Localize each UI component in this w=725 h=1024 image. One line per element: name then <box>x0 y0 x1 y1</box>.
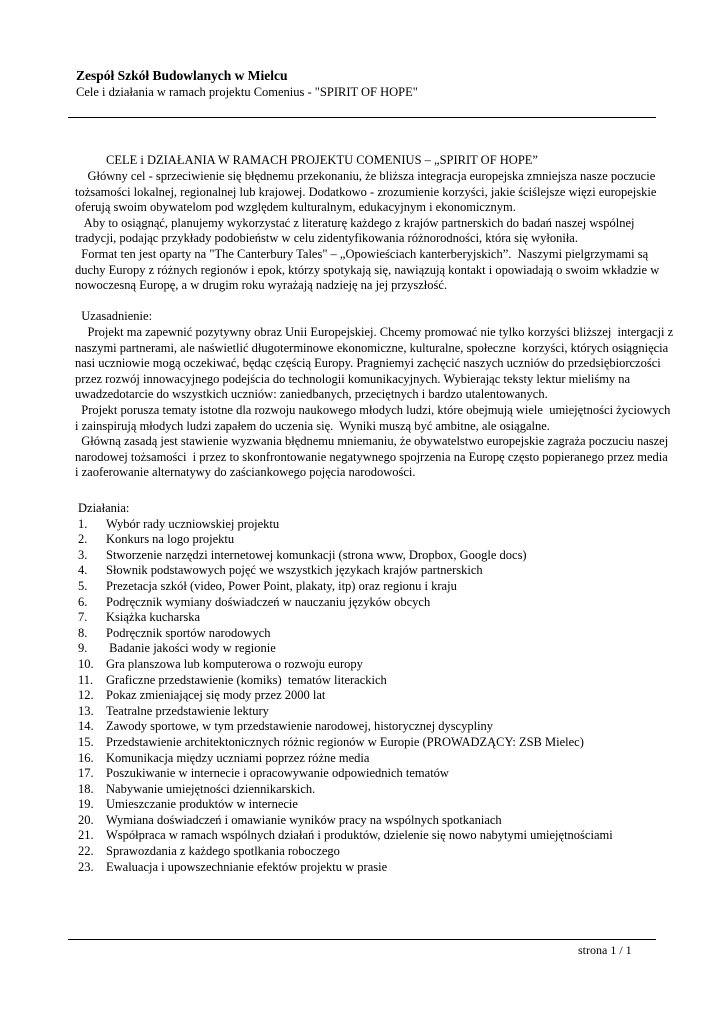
list-item <box>78 610 678 626</box>
list-item-number: 1. <box>78 516 88 531</box>
list-item-text: Badanie jakości wody w regionie <box>106 641 276 656</box>
list-item-number: 8. <box>78 625 88 640</box>
list-item-number: 20. <box>78 812 94 827</box>
list-item-number: 6. <box>78 594 88 609</box>
actions-list <box>78 501 678 875</box>
list-item-number: 2. <box>78 532 88 547</box>
list-item-text: Zawody sportowe, w tym przedstawienie narodowej, historycznej dyscypliny <box>106 719 494 734</box>
list-item-text: Wybór rady uczniowskiej projektu <box>106 516 280 531</box>
list-item <box>78 548 678 564</box>
list-item-number: 16. <box>78 750 94 765</box>
list-item-number: 22. <box>78 844 94 859</box>
list-item <box>78 797 678 813</box>
list-item <box>78 782 678 798</box>
intro-line: nowoczesną Europę, a w drugim roku wyrażają nadzieję na jej przyszłość. <box>75 278 448 293</box>
intro-line: Główny cel - sprzeciwienie się błędnemu przekonaniu, że bliższa integracja europejska zmniejsza nasze poczucie <box>75 169 656 183</box>
list-item-number: 4. <box>78 563 88 578</box>
intro-line: tradycji, podając przykłady podobieństw w celu zidentyfikowania różnorodności, która się wyłoniła. <box>75 231 578 246</box>
list-item <box>78 860 678 876</box>
list-item-text: Nabywanie umiejętności dziennikarskich. <box>106 781 316 796</box>
list-item <box>78 532 678 548</box>
list-item-number: 5. <box>78 578 88 593</box>
list-item <box>78 563 678 579</box>
list-item <box>78 657 678 673</box>
justification-line: uwadzedotarcie do wszystkich uczniów: zaniedbanych, przeciętnych i bardzo utalentowanych. <box>75 387 548 402</box>
list-item <box>78 719 678 735</box>
header-subtitle: Cele i działania w ramach projektu Comenius - "SPIRIT OF HOPE" <box>76 85 418 99</box>
justification-line: naszymi partnerami, ale naświetlić długoterminowe ekonomiczne, kulturalne, społeczne korzyści, których osiągnięcia <box>75 340 669 355</box>
list-item-text: Konkurs na logo projektu <box>106 532 235 547</box>
list-item-number: 23. <box>78 859 94 874</box>
list-item-text: Graficzne przedstawienie (komiks) tematów literackich <box>106 672 387 687</box>
document-heading: CELE i DZIAŁANIA W RAMACH PROJEKTU COMENIUS – „SPIRIT OF HOPE” <box>106 153 538 167</box>
paragraph-gap <box>75 294 675 310</box>
list-item-number: 13. <box>78 703 94 718</box>
header-title: Zespół Szkół Budowlanych w Mielcu <box>76 68 288 83</box>
list-item-number: 21. <box>78 828 94 843</box>
document-body <box>75 169 675 481</box>
justification-line: narodowej tożsamości i przez to skonfrontowanie negatywnego spojrzenia na Europę często popieranego przez media <box>75 449 668 464</box>
list-item <box>78 735 678 751</box>
list-item <box>78 673 678 689</box>
list-item-number: 14. <box>78 719 94 734</box>
intro-line: Aby to osiągnąć, planujemy wykorzystać z literaturę każdego z krajów partnerskich do badań naszej wspólnej <box>75 215 635 230</box>
list-item-text: Gra planszowa lub komputerowa o rozwoju europy <box>106 656 363 671</box>
list-item-text: Poszukiwanie w internecie i opracowywanie odpowiednich tematów <box>106 766 449 781</box>
justification-line: przez rozwój innowacyjnego podejścia do technologii komunikacyjnych. Wybierając teksty lektur mieliśmy na <box>75 371 631 386</box>
list-item-text: Ewaluacja i upowszechnianie efektów projektu w prasie <box>106 859 388 874</box>
list-item-text: Sprawozdania z każdego spotlkania roboczego <box>106 844 340 859</box>
justification-label: Uzasadnienie: <box>75 309 153 324</box>
intro-line: tożsamości lokalnej, regionalnej lub krajowej. Dodatkowo - zrozumienie korzyści, jakie ściślejsze więzi europejskie <box>75 184 657 199</box>
justification-line: i zaoferowanie alternatywy do zaściankowego pojęcia narodowości. <box>75 465 416 480</box>
list-item <box>78 813 678 829</box>
list-item-text: Współpraca w ramach wspólnych działań i produktów, dzielenie się nowo nabytymi umiejętnościami <box>106 828 613 843</box>
list-item-text: Pokaz zmieniającej się mody przez 2000 lat <box>106 688 326 703</box>
justification-line: nasi uczniowie mogą oczekiwać, będąc częścią Europy. Pragniemyi zachęcić naszych uczniów do przedsiębiorczości <box>75 356 661 371</box>
list-item <box>78 828 678 844</box>
list-item <box>78 641 678 657</box>
header-divider <box>68 117 656 118</box>
list-item-number: 19. <box>78 797 94 812</box>
list-item-text: Słownik podstawowych pojęć we wszystkich językach krajów partnerskich <box>106 563 483 578</box>
list-item <box>78 595 678 611</box>
list-item-text: Przedstawienie architektonicznych różnic regionów w Europie (PROWADZĄCY: ZSB Mielec) <box>106 734 584 749</box>
list-item <box>78 517 678 533</box>
justification-line: i zainspirują młodych ludzi zapałem do uczenia się. Wyniki muszą być ambitne, ale osiągalne. <box>75 418 550 433</box>
list-item-text: Podręcznik sportów narodowych <box>106 625 271 640</box>
list-item-number: 3. <box>78 547 88 562</box>
list-item-text: Książka kucharska <box>106 610 201 625</box>
actions-label: Działania: <box>78 501 130 515</box>
list-item-text: Prezetacja szkół (video, Power Point, plakaty, itp) oraz regionu i kraju <box>106 578 457 593</box>
list-item-number: 9. <box>78 641 88 656</box>
list-item <box>78 688 678 704</box>
list-item-number: 7. <box>78 610 88 625</box>
list-item <box>78 626 678 642</box>
list-item-number: 10. <box>78 656 94 671</box>
intro-line: Format ten jest oparty na "The Canterbury Tales" – „Opowieściach kanterberyjskich”. Naszymi pielgrzymami są <box>75 246 649 261</box>
page-number: strona 1 / 1 <box>578 943 632 957</box>
list-item-text: Umieszczanie produktów w internecie <box>106 797 298 812</box>
list-item-number: 12. <box>78 688 94 703</box>
list-item <box>78 704 678 720</box>
list-item-number: 15. <box>78 734 94 749</box>
list-item <box>78 844 678 860</box>
list-item-text: Teatralne przedstawienie lektury <box>106 703 269 718</box>
list-item-number: 18. <box>78 781 94 796</box>
list-item-text: Stworzenie narzędzi internetowej komunkacji (strona www, Dropbox, Google docs) <box>106 547 527 562</box>
footer-divider <box>68 939 656 940</box>
list-item <box>78 766 678 782</box>
list-item-text: Komunikacja między uczniami poprzez różne media <box>106 750 370 765</box>
justification-line: Projekt porusza tematy istotne dla rozwoju naukowego młodych ludzi, które obejmują wiele umiejętności życiowych <box>75 402 671 417</box>
intro-line: duchy Europy z różnych regionów i epok, którzy spotykają się, nawiązują kontakt i opowiadają o swoim wkładzie w <box>75 262 660 277</box>
intro-line: oferują swoim obywatelom pod względem kulturalnym, edukacyjnym i ekonomicznym. <box>75 200 516 215</box>
justification-line: Projekt ma zapewnić pozytywny obraz Unii Europejskiej. Chcemy promować nie tylko korzyści bliższej intergacji z <box>75 324 674 339</box>
list-item-text: Wymiana doświadczeń i omawianie wyników pracy na wspólnych spotkaniach <box>106 812 502 827</box>
list-item-number: 17. <box>78 766 94 781</box>
list-item <box>78 751 678 767</box>
list-item-number: 11. <box>78 672 94 687</box>
list-item-text: Podręcznik wymiany doświadczeń w nauczaniu języków obcych <box>106 594 431 609</box>
list-item <box>78 579 678 595</box>
justification-line: Główną zasadą jest stawienie wyzwania błędnemu mniemaniu, że obywatelstwo europejskie zagraża poczuciu naszej <box>75 434 669 449</box>
